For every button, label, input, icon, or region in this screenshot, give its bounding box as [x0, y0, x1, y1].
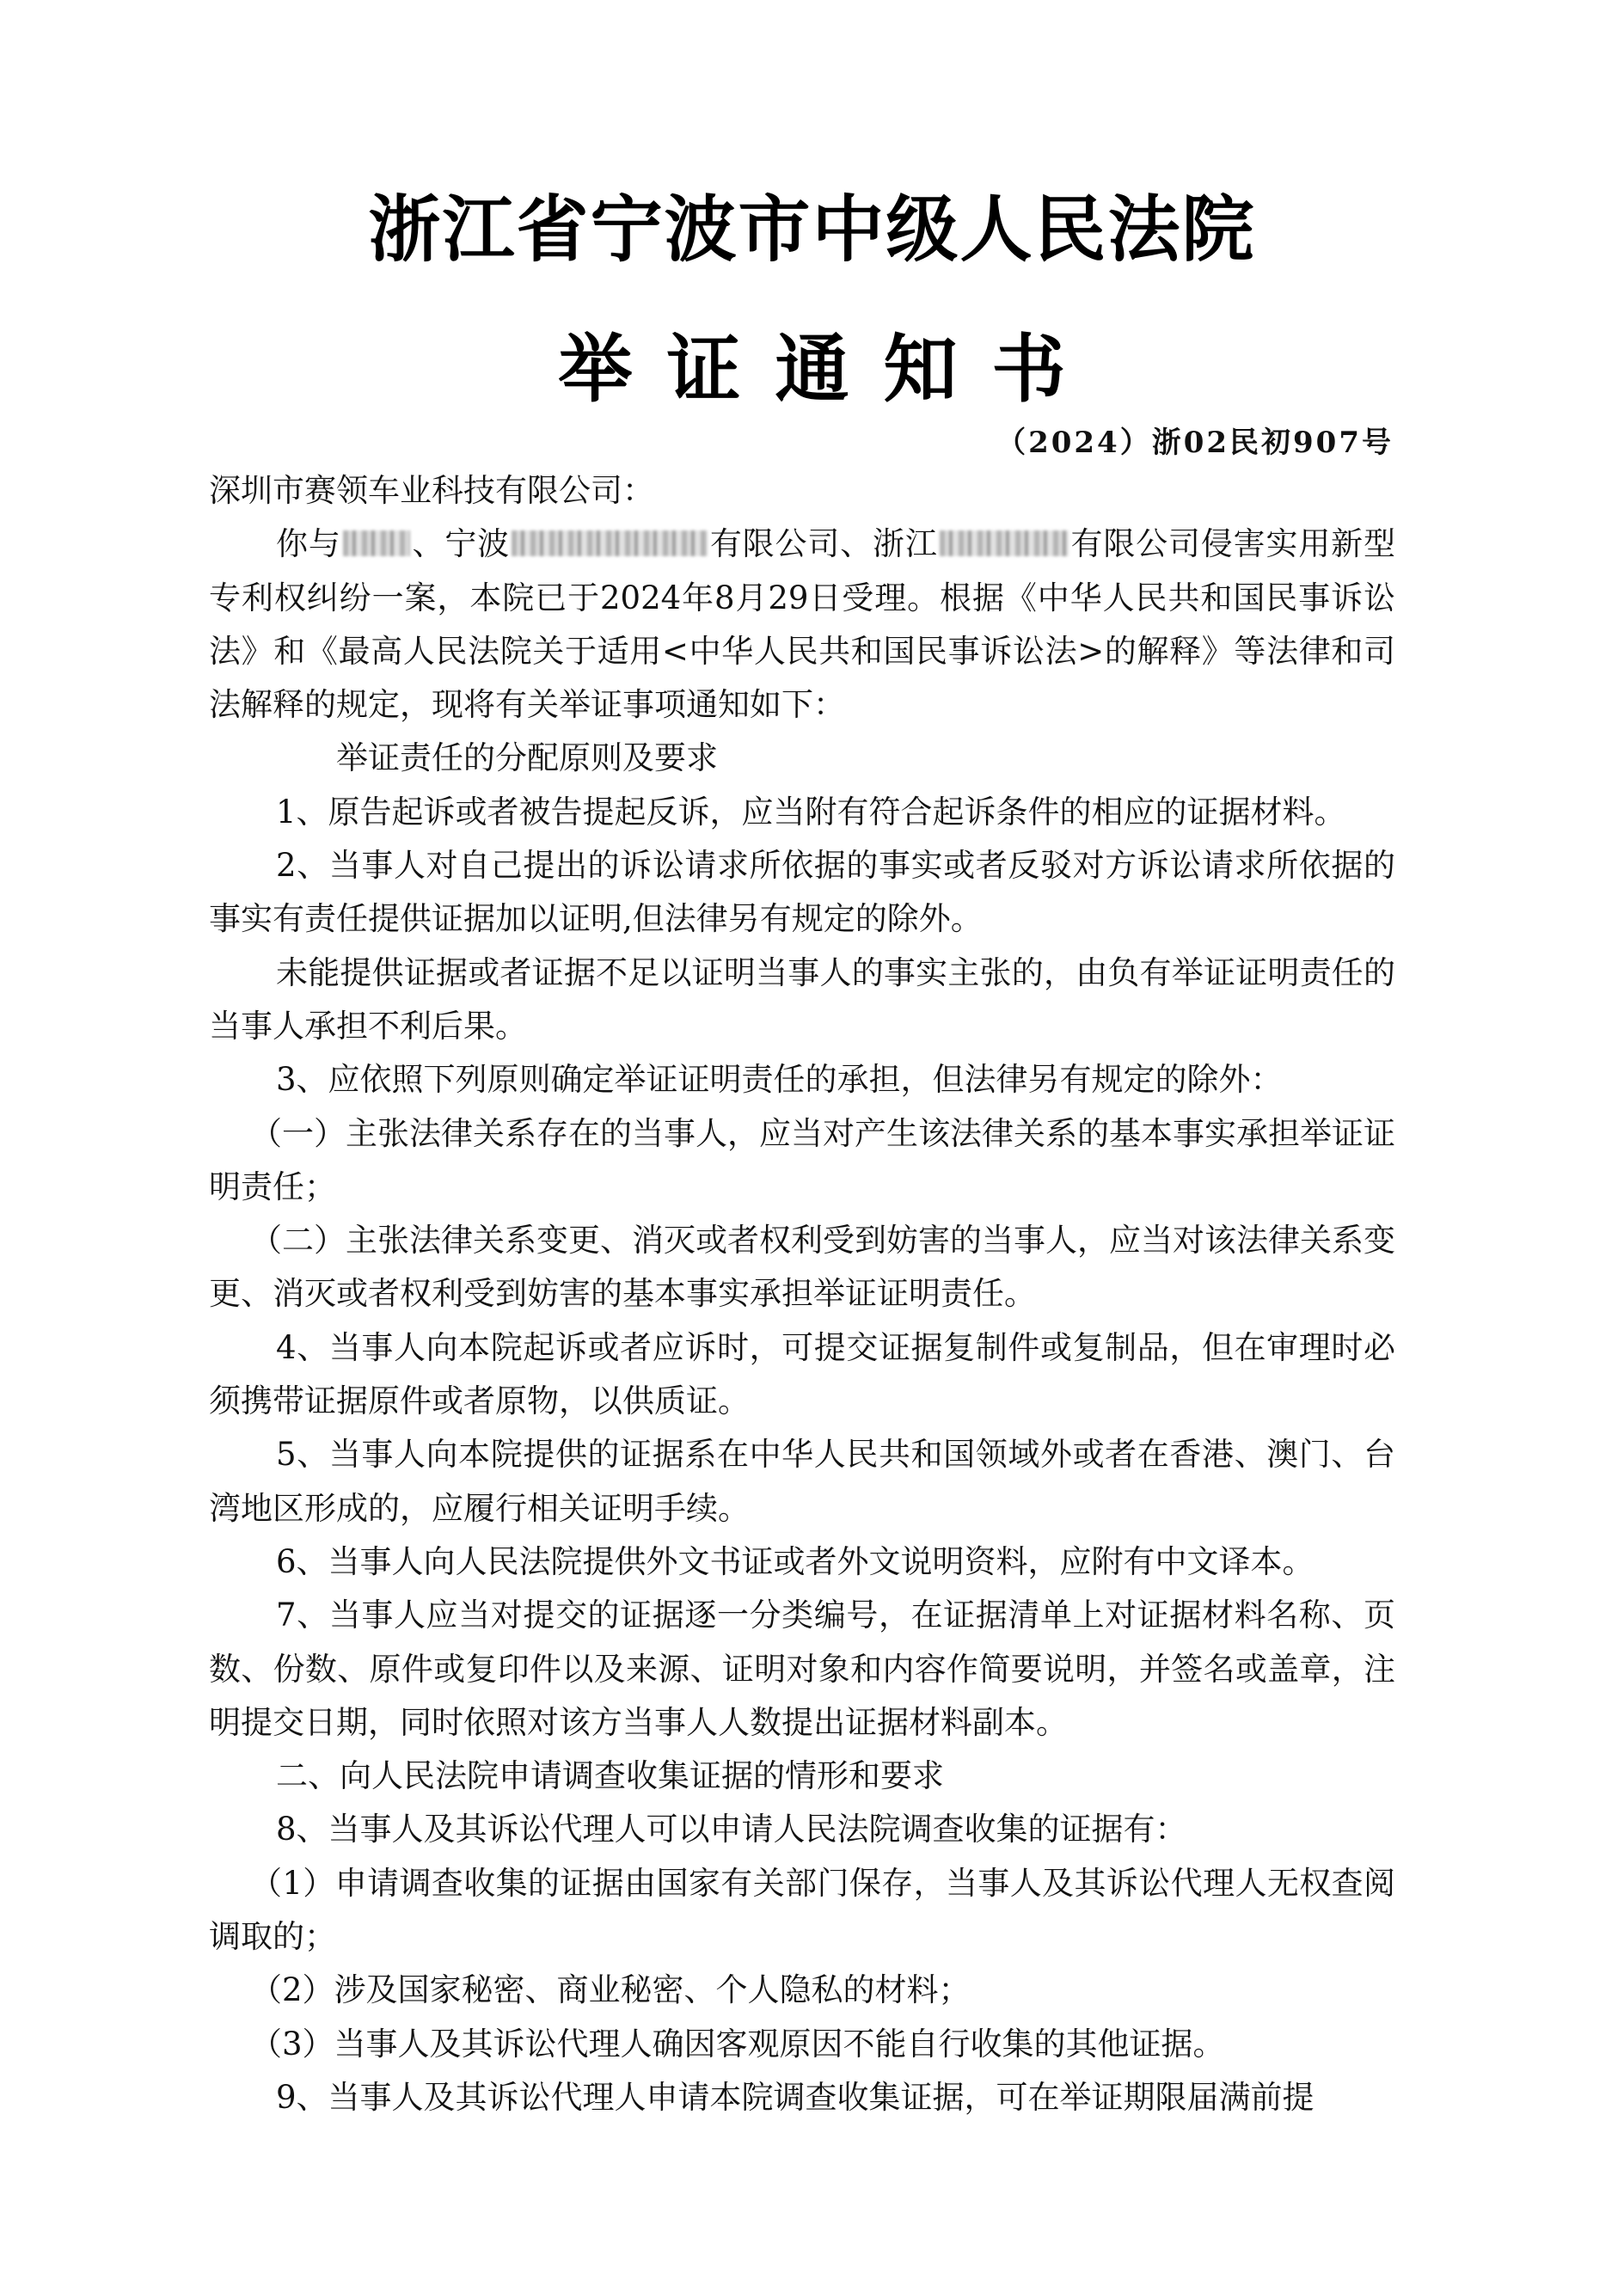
court-name: 浙江省宁波市中级人民法院: [368, 187, 1256, 272]
paragraph: 1、原告起诉或者被告提起反诉，应当附有符合起诉条件的相应的证据材料。: [276, 793, 1346, 831]
redacted-company-name: [512, 530, 708, 556]
paragraph: 3、应依照下列原则确定举证证明责任的承担，但法律另有规定的除外：: [276, 1061, 1283, 1099]
section-heading: 二、向人民法院申请调查收集证据的情形和要求: [276, 1757, 944, 1795]
paragraph: 未能提供证据或者证据不足以证明当事人的事实主张的，由负有举证证明责任的当事人承担不利后果。: [209, 953, 1395, 1045]
document-title: 举证通知书: [558, 327, 1100, 413]
paragraph: 9、当事人及其诉讼代理人申请本院调查收集证据，可在举证期限届满前提: [276, 2078, 1315, 2116]
intro-paragraph: [209, 518, 1395, 732]
intro-text-2: 、宁波: [411, 525, 511, 563]
intro-text-4: 有限公司侵害实用新型专利权纠纷一案，本院已于2024年8月29日受理。根据《中华人民共和国民事诉讼法》和《最高人民法院关于适用<中华人民共和国民事诉讼法>的解释》等法律和司法解释的规定，现将有关举证事项通知如下：: [209, 525, 1396, 724]
redacted-name: [343, 530, 410, 556]
section-heading: 举证责任的分配原则及要求: [336, 739, 718, 777]
paragraph: （3）当事人及其诉讼代理人确因客观原因不能自行收集的其他证据。: [250, 2025, 1225, 2063]
paragraph: 8、当事人及其诉讼代理人可以申请人民法院调查收集的证据有：: [276, 1811, 1187, 1848]
paragraph: 2、当事人对自己提出的诉讼请求所依据的事实或者反驳对方诉讼请求所依据的事实有责任提供证据加以证明,但法律另有规定的除外。: [209, 847, 1395, 938]
intro-text-3: 有限公司、浙江: [709, 525, 938, 563]
paragraph: （1）申请调查收集的证据由国家有关部门保存，当事人及其诉讼代理人无权查阅调取的；: [209, 1864, 1395, 1956]
paragraph: （一）主张法律关系存在的当事人，应当对产生该法律关系的基本事实承担举证证明责任；: [209, 1114, 1395, 1205]
case-number: （2024）浙02民初907号: [996, 426, 1394, 460]
paragraph: 5、当事人向本院提供的证据系在中华人民共和国领域外或者在香港、澳门、台湾地区形成的，应履行相关证明手续。: [209, 1436, 1395, 1527]
paragraph: 7、当事人应当对提交的证据逐一分类编号，在证据清单上对证据材料名称、页数、份数、原件或复印件以及来源、证明对象和内容作简要说明，并签名或盖章，注明提交日期，同时依照对该方当事人人数提出证据材料副本。: [209, 1597, 1395, 1741]
paragraph: 6、当事人向人民法院提供外文书证或者外文说明资料，应附有中文译本。: [276, 1542, 1315, 1580]
paragraph: （二）主张法律关系变更、消灭或者权利受到妨害的当事人，应当对该法律关系变更、消灭或者权利受到妨害的基本事实承担举证证明责任。: [209, 1222, 1395, 1313]
paragraph: （2）涉及国家秘密、商业秘密、个人隐私的材料；: [250, 1971, 971, 2009]
paragraph: 4、当事人向本院起诉或者应诉时，可提交证据复制件或复制品，但在审理时必须携带证据原件或者原物，以供质证。: [209, 1328, 1395, 1420]
recipient: 深圳市赛领车业科技有限公司：: [209, 472, 654, 509]
redacted-company-name: [940, 530, 1069, 556]
intro-text-1: 你与: [276, 525, 341, 563]
document-body: [209, 464, 1395, 2124]
